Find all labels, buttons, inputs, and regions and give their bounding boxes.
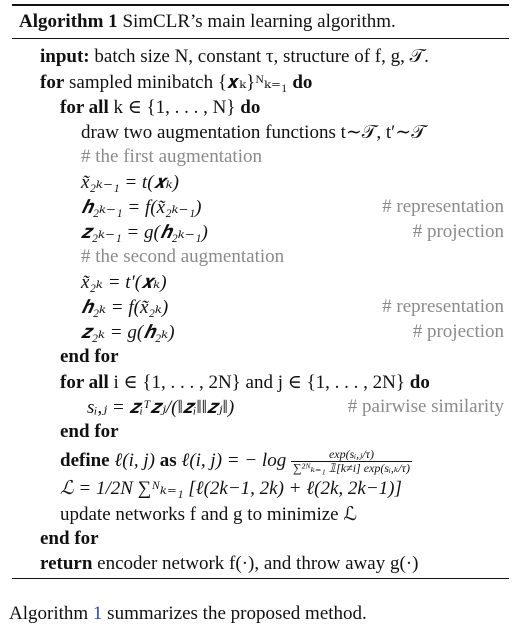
line-end-for-inner [12,346,509,371]
comment-projection: # projection [412,321,504,342]
input-text: batch size N, constant τ, structure of f, g, 𝒯. [94,46,429,67]
comment-representation: # representation [382,296,504,317]
define-lhs: ℓ(i, j) [114,449,155,471]
eq-z-2k-1: 𝒛₂ₖ₋₁ = g(𝒉₂ₖ₋₁) [81,222,208,243]
draw-text: draw two augmentation functions t∼𝒯, t′∼𝒯 [81,122,426,143]
kw-define: define [60,449,110,471]
define-rhs: ℓ(i, j) = − log [181,449,287,471]
line-return [12,553,509,578]
bottom-rule [12,578,509,579]
comment-second-augmentation: # the second augmentation [81,246,285,267]
line-end-for-ij [12,421,509,446]
kw-forall: for all [60,372,109,393]
line-end-for-outer [12,528,509,553]
caption-text: SimCLR’s main learning algorithm. [122,11,396,32]
line-x-2k-1 [12,171,509,196]
eq-x-2k: x̃₂ₖ = t′(𝒙ₖ) [81,272,167,293]
kw-end-for: end for [60,421,119,442]
comment-representation: # representation [382,196,504,217]
eq-total-loss: ℒ = 1/2N ∑ᴺₖ₌₁ [ℓ(2k−1, 2k) + ℓ(2k, 2k−1)] [60,478,402,499]
algorithm-reference-link[interactable]: 1 [92,603,103,624]
caption-rule [12,38,509,39]
top-rule [12,4,509,6]
footer-suffix: summarizes the proposed method. [107,603,367,624]
kw-do: do [292,72,313,93]
return-text: encoder network f(·), and throw away g(·) [97,553,419,574]
line-loss [12,477,509,502]
eq-h-2k-1: 𝒉₂ₖ₋₁ = f(x̃₂ₖ₋₁) [81,197,202,218]
eq-similarity: sᵢ,ⱼ = 𝒛ᵢᵀ𝒛ⱼ/(‖𝒛ᵢ‖‖𝒛ⱼ‖) [87,397,235,418]
fraction-numerator: exp(sᵢ,ⱼ/τ) [291,448,412,462]
line-comment-first [12,146,509,171]
comment-first-augmentation: # the first augmentation [81,146,262,167]
kw-end-for: end for [60,346,119,367]
eq-z-2k: 𝒛₂ₖ = g(𝒉₂ₖ) [81,322,175,343]
line-forall-k [12,96,509,121]
line-for-minibatch [12,71,509,96]
algorithm-caption [19,11,396,33]
line-input [12,46,509,71]
for-text: sampled minibatch {𝒙ₖ}ᴺₖ₌₁ [69,72,288,93]
forall-ij-text: i ∈ {1, . . . , 2N} and j ∈ {1, . . . , 2N} [113,372,406,393]
line-h-2k-1 [12,196,509,221]
kw-forall: for all [60,97,109,118]
line-z-2k [12,321,509,346]
line-define [12,444,509,476]
algorithm-box [12,4,509,578]
comment-projection: # projection [412,221,504,242]
kw-do: do [240,97,261,118]
line-z-2k-1 [12,221,509,246]
line-x-2k [12,271,509,296]
comment-pairwise-similarity: # pairwise similarity [347,396,504,417]
eq-x-2k-1: x̃₂ₖ₋₁ = t(𝒙ₖ) [81,172,180,193]
kw-return: return [40,553,93,574]
line-update [12,503,509,528]
update-text: update networks f and g to minimize ℒ [60,504,358,525]
footer-sentence [9,603,367,625]
footer-prefix: Algorithm [9,603,89,624]
line-similarity [12,396,509,421]
kw-input: input: [40,46,90,67]
kw-end-for: end for [40,528,99,549]
kw-for: for [40,72,65,93]
kw-as: as [159,449,177,471]
fraction-denominator: ∑²ᴺₖ₌₁ 𝟙[k≠i] exp(sᵢ,ₖ/τ) [292,461,410,475]
line-h-2k [12,296,509,321]
loss-fraction [291,448,412,475]
eq-h-2k: 𝒉₂ₖ = f(x̃₂ₖ) [81,297,169,318]
line-comment-second [12,246,509,271]
line-forall-ij [12,371,509,396]
line-draw [12,121,509,146]
caption-number: Algorithm 1 [19,11,118,32]
kw-do: do [409,372,430,393]
forall-k-text: k ∈ {1, . . . , N} [113,97,236,118]
